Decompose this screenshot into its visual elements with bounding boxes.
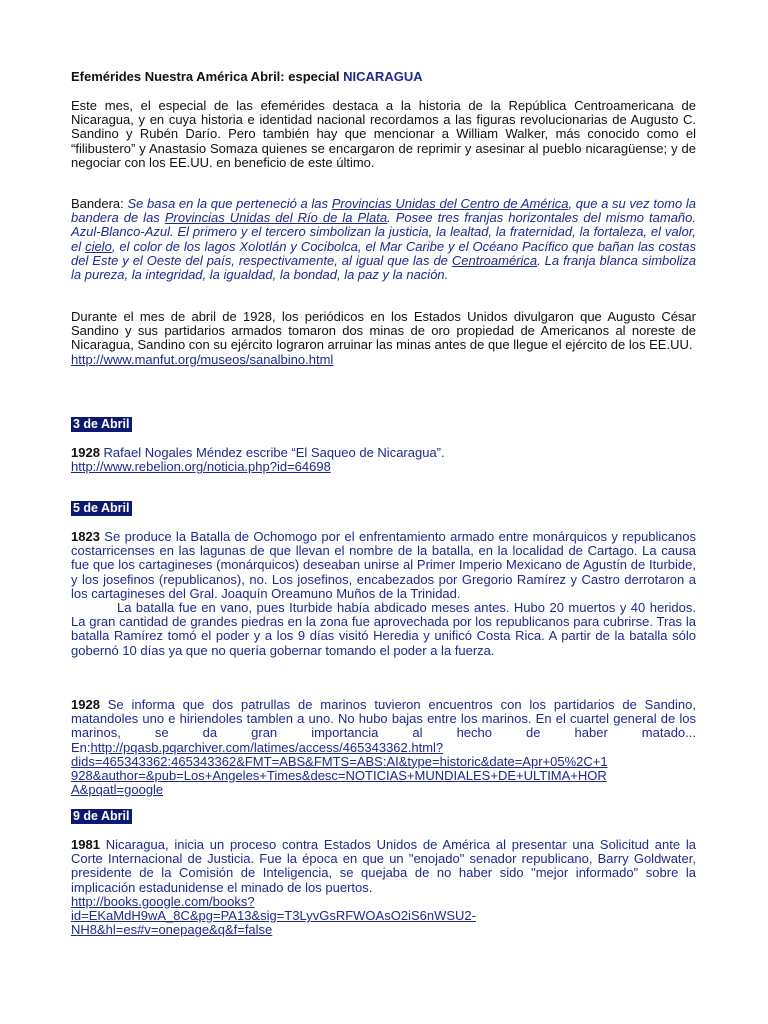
link-provincias-centro-america[interactable]: Provincias Unidas del Centro de América bbox=[331, 196, 569, 211]
day-9-heading: 9 de Abril bbox=[73, 809, 130, 823]
link-pqasb-3[interactable]: 928&author=&pub=Los+Angeles+Times&desc=NOTICIAS+MUNDIALES+DE+ULTIMA+HOR bbox=[71, 768, 607, 784]
day-3-year: 1928 bbox=[71, 445, 100, 460]
link-pqasb-4[interactable]: A&pqatl=google bbox=[71, 782, 164, 798]
day-5-text-1928: Se informa que dos patrullas de marinos tuvieron encuentros con los partidarios de Sandino, matandoles uno e hiriendoles tamblen a uno. No hubo bajas entre los marinos. En el cuartel general de los marinos, se da gran importancia al hecho de haber matado... En: bbox=[71, 697, 696, 755]
link-manfut[interactable]: http://www.manfut.org/museos/sanalbino.html bbox=[71, 351, 334, 367]
page-title bbox=[71, 70, 696, 84]
flag-text-2: , que a su vez tomo la bandera de las bbox=[71, 196, 697, 226]
day-3-heading: 3 de Abril bbox=[73, 417, 130, 431]
flag-paragraph bbox=[71, 197, 696, 282]
flag-text-4: , el color de los lagos Xolotlán y Cocibolca, el Mar Caribe y el Océano Pacífico que bañan las costas del Este y el Oeste del país, respectivamente, al igual que las de bbox=[71, 238, 697, 268]
april-1928-paragraph bbox=[71, 310, 696, 367]
day-9-entry bbox=[71, 838, 696, 937]
flag-label: Bandera: bbox=[71, 196, 128, 211]
day-9-year: 1981 bbox=[71, 837, 100, 852]
day-3-text: Rafael Nogales Méndez escribe “El Saqueo de Nicaragua”. bbox=[99, 445, 445, 460]
link-cielo[interactable]: cielo bbox=[85, 238, 112, 254]
title-prefix: Efemérides Nuestra América Abril: especial bbox=[71, 69, 344, 84]
link-pqasb-2[interactable]: dids=465343362:465343362&FMT=ABS&FMTS=ABS:AI&type=historic&date=Apr+05%2C+1 bbox=[71, 753, 608, 769]
day-5-heading: 5 de Abril bbox=[73, 501, 130, 515]
intro-paragraph: Este mes, el especial de las efemérides destaca a la historia de la República Centroamericana de Nicaragua, y en cuya historia e identidad nacional recordamos a las figuras revolucionarias de Augusto C. Sandino y Rubén Darío. Pero también hay que mencionar a William Walker, más conocido como el “filibustero” y Anastasio Somaza quienes se encargaron de reprimir y asesinar al pueblo nicaragüense; y de negociar con los EE.UU. en beneficio de este último. bbox=[71, 98, 696, 170]
day-5-year-1928: 1928 bbox=[71, 697, 100, 712]
link-rebelion[interactable]: http://www.rebelion.org/noticia.php?id=64698 bbox=[71, 459, 331, 475]
day-5-text-1823-cont: La batalla fue en vano, pues Iturbide había abdicado meses antes. Hubo 20 muertos y 40 heridos. La gran cantidad de grandes piedras en la zona fue aprovechada por los republicanos para cubrirse. Tras la batalla Ramírez tomó el poder y a los 9 días visitó Heredia y unificó Costa Rica. A partir de la batalla sólo gobernó 10 días ya que no quería gobernar tomando el poder a la fuerza. bbox=[71, 600, 696, 658]
day-3-entry bbox=[71, 446, 696, 474]
day-5-year-1823: 1823 bbox=[71, 529, 100, 544]
day-5-entry-1823 bbox=[71, 530, 696, 658]
flag-text-5: . La franja blanca simboliza la pureza, la integridad, la igualdad, la bondad, la paz y la nación. bbox=[71, 252, 696, 283]
flag-text-3: . Posee tres franjas horizontales del mismo tamaño. Azul-Blanco-Azul. El primero y el tercero simbolizan la justicia, la lealtad, la fraternidad, la fortaleza, el valor, el bbox=[71, 210, 697, 254]
link-google-books-1[interactable]: http://books.google.com/books? bbox=[71, 893, 255, 909]
link-centroamerica[interactable]: Centroamérica bbox=[451, 252, 538, 268]
april-1928-text: Durante el mes de abril de 1928, los periódicos en los Estados Unidos divulgaron que Augusto César Sandino y sus partidarios armados tomaron dos minas de oro propiedad de Americanos al noreste de Nicaragua, Sandino con su ejército lograron arruinar las minas antes de que llegue el ejército de los EE.UU. bbox=[71, 309, 696, 353]
link-google-books-2[interactable]: id=EKaMdH9wA_8C&pg=PA13&sig=T3LyvGsRFWOAsO2iS6nWSU2- bbox=[71, 908, 476, 924]
day-9-text: Nicaragua, inicia un proceso contra Estados Unidos de América al presentar una Solicitud ante la Corte Internacional de Justicia. Fue la época en que un "enojado" senador republicano, Barry Goldwater, presidente de la Comisión de Inteligencia, se quejaba de no haber sido "mejor informado" sobre la implicación estadunidense el minado de los puertos. bbox=[71, 837, 696, 895]
link-provincias-rio-de-la-plata[interactable]: Provincias Unidas del Río de la Plata bbox=[164, 210, 388, 226]
day-5-entry-1928 bbox=[71, 698, 696, 797]
link-google-books-3[interactable]: NH8&hl=es#v=onepage&q&f=false bbox=[71, 922, 273, 938]
day-5-text-1823: Se produce la Batalla de Ochomogo por el enfrentamiento armado entre monárquicos y republicanos costarricenses en las lagunas de que llevan el nombre de la batalla, en la localidad de Cartago. La causa fue que los cartagineses (monárquicos) deseaban unirse al Primer Imperio Mexicano de Agustín de Iturbide, y los josefinos (republicanos), no. Los josefinos, encabezados por Gregorio Ramírez y Castro derrotaron a los cartagineses del Gral. Joaquín Oreamuno Muños de la Trinidad. bbox=[71, 529, 696, 601]
link-pqasb-1[interactable]: http://pqasb.pqarchiver.com/latimes/access/465343362.html? bbox=[90, 739, 444, 755]
flag-text-1: Se basa en la que perteneció a las bbox=[127, 196, 332, 211]
title-country: NICARAGUA bbox=[343, 69, 423, 84]
